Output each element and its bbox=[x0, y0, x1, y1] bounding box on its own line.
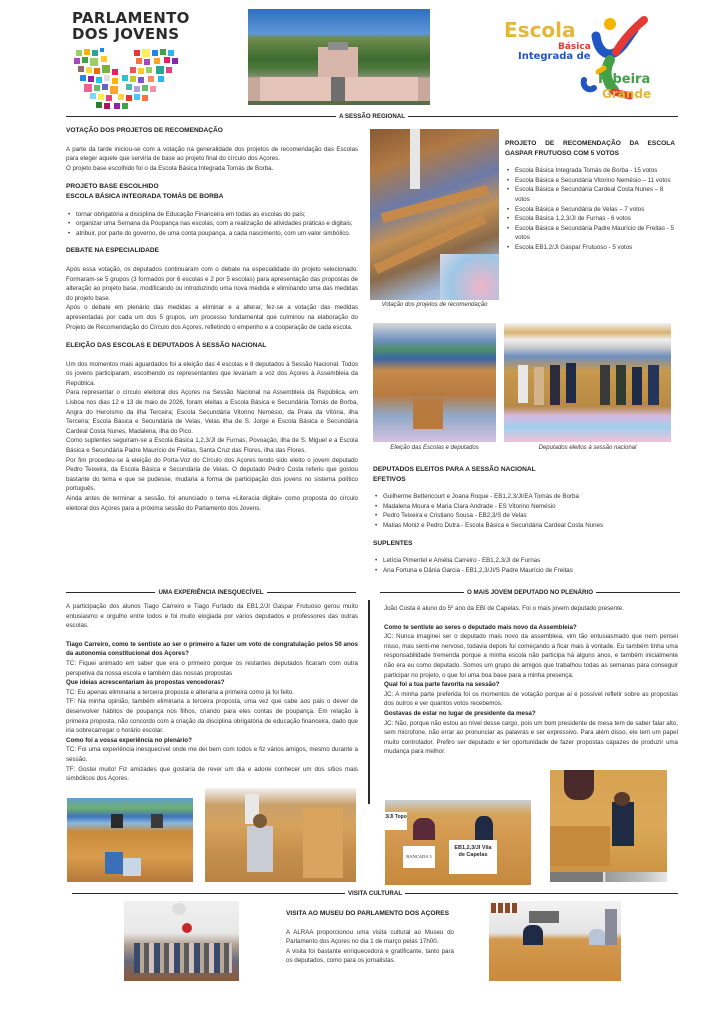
election-photo-caption: Eleição das Escolas e deputados bbox=[390, 445, 479, 451]
museum-group-photo bbox=[124, 901, 239, 981]
question-3: Como foi a vossa experiência no plenário? bbox=[66, 736, 192, 744]
debate-paragraph-1: Após essa votação, os deputados continuaram com o debate na especialidade do projeto selecionado. Formaram-se 5 grupos (3 formados por 6 escolas e 2 por 5 escolas) para apresentação das propostas de alteração ao projeto base, modificando ou introduzindo uma nova medida e eliminando uma das medidas do projeto base. bbox=[66, 265, 358, 302]
election-paragraph-4: Por fim procedeu-se à eleição do Porta-Voz do Círculo dos Açores tendo sido eleito o jovem deputado Pedro Teixeira, da Escola Básica e Secundária de Velas. O deputado Pedro Costa referiu que gostou bastante do tema e que se pudesse, mudaria a forma de participação dos jovens no sistema político português. bbox=[66, 456, 358, 493]
young-deputy-desk-photo bbox=[385, 800, 531, 885]
answer-1: JC: Nunca imaginei ser o deputado mais novo da assembleia, vim tão entusiasmado que nem pensei nisso, mas senti-me nervoso, todavia depois fui começando a ficar mais à vontade. Eu também tinha uma responsabilidade tremenda porque a minha escola não participa há alguns anos, e também inicialmente não era eu como deputado. Somos um grupo de amigos que trabalhou todas as semanas para conseguir participar no projeto, o que foi uma boa base para a minha presença. bbox=[384, 633, 678, 679]
youngest-intro: João Costa é aluno do 5º ano da EBI de Capelas. Foi o mais jovem deputado presente. bbox=[384, 605, 624, 612]
experience-text-block bbox=[66, 602, 358, 784]
list-item: • Escola Básica Integrada Tomás de Borba - 15 votos bbox=[505, 166, 675, 176]
parliament-building-photo bbox=[248, 9, 430, 105]
answer-1: TC: Fiquei animado em saber que era o primeiro porque os restantes deputados ficaram com outra perspetiva da nossa escola e também das nossas propostas bbox=[66, 659, 358, 677]
question-2: Que ideias acrescentariam às propostas vencedoras? bbox=[66, 679, 225, 687]
logo-word-ribeira: Ribeira bbox=[598, 72, 651, 87]
elected-deputies-photo bbox=[504, 323, 671, 442]
cultural-text-block bbox=[286, 909, 454, 966]
list-item: • Escola Básica e Secundária Padre Maurício de Freitas - 5 votos bbox=[505, 224, 675, 243]
desk-sign-vila-capelas: EB1,2,3/JI Vila de Capelas bbox=[449, 840, 497, 874]
voting-paragraph-1: A parte da tarde iniciou-se com a votação na generalidade dos projetos de recomendação das Escolas para eleger aquele que serviria de base ao projeto final do círculo dos Açores. bbox=[66, 145, 358, 163]
parlamento-jovens-logo bbox=[72, 10, 192, 110]
list-item: • Escola Básica e Secundária Vitorino Nemésio – 11 votos bbox=[505, 176, 675, 186]
section-title-youngest: O MAIS JOVEM DEPUTADO NO PLENÁRIO bbox=[466, 589, 594, 596]
deputies-photo-caption: Deputados eleitos à sessão nacional bbox=[538, 445, 637, 451]
list-item: • Escola Básica e Secundária Cardeal Costa Nunes – 8 votos bbox=[505, 185, 675, 204]
election-paragraph-3: Como suplentes seguiram-se a Escola Básica 1,2,3/JI de Furnas, Povoação, ilha de S. Miguel e a Escola Básica e Secundária Padre Maurício de Freitas, Santa Cruz das Flores, ilha das Flores. bbox=[66, 437, 358, 455]
gaspar-project-block bbox=[505, 139, 675, 253]
experience-intro: A participação dos alunos Tiago Carreiro e Tiago Furtado da EB1,2/JI Gaspar Frutuoso gerou muito entusiasmo e orgulho entre todos e foi muito elogiada por vários deputados e professores das outras escolas. bbox=[66, 603, 358, 630]
effective-deputies-list bbox=[373, 492, 678, 530]
base-project-school: ESCOLA BÁSICA INTEGRADA TOMÁS DE BORBA bbox=[66, 192, 224, 200]
list-item: • Guilherme Bettencourt e Joana Roque - EB1,2,3/JI/EA Tomás de Borba bbox=[373, 492, 678, 502]
section-divider-cultural bbox=[72, 890, 678, 897]
question-1: Tiago Carreiro, como te sentiste ao ser o primeiro a fazer um voto de congratulação pelos 50 anos da autonomia constitucional dos Açores? bbox=[66, 640, 358, 658]
logo-word-integrada: Integrada de bbox=[518, 51, 591, 62]
cultural-paragraph-1: A ALRAA proporcionou uma visita cultural ao Museu do Parlamento dos Açores no dia 1 de março pelas 17h00. bbox=[286, 928, 454, 946]
colored-squares-heart-icon bbox=[74, 48, 184, 110]
young-deputy-podium-photo bbox=[550, 770, 667, 882]
list-item: • Matias Moniz e Pedro Dutra - Escola Básica e Secundária Cardeal Costa Nunes bbox=[373, 521, 678, 531]
list-item: • atribuir, por parte do governo, de uma conta poupança, a cada nascimento, com um valor simbólico. bbox=[66, 229, 358, 239]
voting-photo-caption: Votação dos projetos de recomendação bbox=[381, 302, 488, 308]
escola-ribeira-grande-logo bbox=[498, 10, 658, 106]
answer-2-tf: TF: Na minha opinião, também eliminaria a terceira proposta, uma vez que cabe aos pais o dever de desenvolver hábitos de poupança nos filhos, criando para eles contas de poupança. Em relação à primeira proposta, não concordo com a criação da disciplina obrigatória de educação financeira, dado que iria sobrecarregar o horário escolar. bbox=[66, 698, 358, 735]
answer-3-tc: TC: Foi uma experiência inesquecível onde me dei bem com todos e fiz vários amigos, mesmo durante a sessão. bbox=[66, 746, 358, 763]
voting-paragraph-2: O projeto base escolhido foi o da Escola Básica Integrada Tomás de Borba. bbox=[66, 164, 274, 172]
logo-title-line2: DOS JOVENS bbox=[72, 25, 180, 43]
substitutes-title: SUPLENTES bbox=[373, 539, 413, 547]
question-2: Qual foi a tua parte favorita na sessão? bbox=[384, 681, 500, 689]
election-hall-photo bbox=[373, 323, 496, 442]
votes-list bbox=[505, 166, 675, 252]
cultural-paragraph-2: A visita foi bastante enriquecedora e gratificante, tanto para os deputados, como para os jornalistas. bbox=[286, 947, 454, 965]
youngest-text-block bbox=[384, 604, 678, 757]
list-item: • Madalena Moura e Maria Clara Andrade - ES Vitorino Nemésio bbox=[373, 502, 678, 512]
elected-deputies-block bbox=[373, 465, 678, 575]
section-divider-regional bbox=[66, 113, 678, 120]
list-item: • Pedro Teixeira e Cristiano Sousa - EB2,3/S de Velas bbox=[373, 511, 678, 521]
logo-word-escola: Escola bbox=[504, 18, 576, 42]
section-title-regional: A SESSÃO REGIONAL bbox=[338, 113, 406, 120]
list-item: • Escola Básica e Secundária de Velas – 7 votos bbox=[505, 205, 675, 215]
list-item: • Letícia Pimentel e Amélia Carreiro - EB1,2,3/JI de Furnas bbox=[373, 556, 678, 566]
question-1: Como te sentiste ao seres o deputado mais novo da Assembleia? bbox=[384, 623, 577, 631]
election-paragraph-1: Um dos momentos mais aguardados foi a eleição das 4 escolas e 8 deputados à Sessão Nacional. Todos os jovens participaram, escolhendo os representantes que levariam a voz dos Açores à Assembleia da República. bbox=[66, 360, 358, 387]
list-item: • Escola Básica 1,2,3/JI de Furnas - 6 votos bbox=[505, 214, 675, 224]
section-divider-experience bbox=[66, 589, 356, 596]
desk-sign-topo: 3/JI Topo bbox=[385, 812, 407, 830]
logo-word-basica: Básica bbox=[558, 42, 591, 52]
gaspar-project-title: PROJETO DE RECOMENDAÇÃO DA ESCOLA GASPAR FRUTUOSO COM 5 VOTOS bbox=[505, 140, 675, 157]
debate-title: DEBATE NA ESPECIALIDADE bbox=[66, 247, 160, 255]
cultural-title: VISITA AO MUSEU DO PARLAMENTO DOS AÇORES bbox=[286, 910, 450, 917]
answer-3-tf: TF: Gostei muito! Fiz amizades que gostaria de rever um dia e adorei conhecer um dos sítios mais simbólicos dos Açores. bbox=[66, 765, 358, 783]
desk-sign-bancada: BANCADA 3 bbox=[403, 846, 435, 868]
election-title: ELEIÇÃO DAS ESCOLAS E DEPUTADOS À SESSÃO NACIONAL bbox=[66, 342, 267, 350]
students-at-podium-photo bbox=[67, 798, 193, 882]
answer-2-tc: TC: Eu apenas eliminaria a terceira proposta e alteraria a primeira como já foi feito. bbox=[66, 688, 295, 696]
base-project-title: PROJETO BASE ESCOLHIDO bbox=[66, 183, 159, 191]
section-title-experience: UMA EXPERIÊNCIA INESQUECÍVEL bbox=[158, 589, 264, 596]
question-3: Gostavas de estar no lugar de presidente da mesa? bbox=[384, 709, 536, 717]
list-item: • tornar obrigatória a disciplina de Educação Financeira em todas as escolas do país; bbox=[66, 210, 358, 220]
election-paragraph-5: Ainda antes de terminar a sessão, foi anunciado o tema «Literacia digital» como proposta do círculo eleitoral dos Açores para a próxima sessão do Parlamento dos Jovens. bbox=[66, 495, 358, 512]
logo-word-grande: Grande bbox=[602, 87, 652, 101]
answer-3: JC: Não, porque não estou ao nível desse cargo, pois um bom presidente de mesa tem de saber falar alto, sem microfone, não errar ao pronunciar as palavras e ser expressivo. Para além disso, ele tem um papel muito controlador. Prefiro ser deputado e ter oportunidade de fazer propostas capazes de produzir uma mudança para melhor. bbox=[384, 719, 678, 756]
voting-session-photo bbox=[370, 129, 499, 300]
base-project-measures-list bbox=[66, 210, 358, 239]
debate-paragraph-2: Após o debate em plenário das medidas a eliminar e a alterar, fez-se a votação das medidas apresentadas por cada um dos 5 grupos, um processo fundamental que culminou na elaboração do Projeto de Recomendação do Círculo dos Açores, refletindo o empenho e a cooperação de cada escola. bbox=[66, 304, 358, 331]
list-item: • Ana Fortuna e Dânia Garcia - EB1,2,3/JI/S Padre Maurício de Freitas bbox=[373, 566, 678, 576]
list-item: • organizar uma Semana da Poupança nas escolas, com a realização de atividades práticas e digitais; bbox=[66, 219, 358, 229]
logo-title-line1: PARLAMENTO bbox=[72, 9, 190, 27]
column-divider bbox=[368, 600, 370, 804]
regional-left-column bbox=[66, 126, 358, 513]
answer-2: JC: A minha parte preferida foi os momentos de votação porque aí é possível refletir sobre as propostas dos outros e ver quantos votos recebemos. bbox=[384, 690, 678, 708]
list-item: • Escola EB1,2/JI Gaspar Frutuoso - 5 votos bbox=[505, 243, 675, 253]
voting-title: VOTAÇÃO DOS PROJETOS DE RECOMENDAÇÃO bbox=[66, 127, 223, 134]
effective-title: EFETIVOS bbox=[373, 475, 406, 483]
section-divider-youngest bbox=[380, 589, 680, 596]
elected-title: DEPUTADOS ELEITOS PARA A SESSÃO NACIONAL bbox=[373, 466, 536, 473]
section-title-cultural: VISITA CULTURAL bbox=[347, 890, 403, 897]
substitutes-list bbox=[373, 556, 678, 575]
student-speaking-photo bbox=[205, 788, 356, 882]
election-paragraph-2: Para representar o círculo eleitoral dos Açores na Sessão Nacional na Assembleia da República, em Lisboa nos dias 12 e 13 de maio de 2026, foram eleitas a Escola Básica e Secundária Tomás de Borba, Angra do Heroísmo da ilha Terceira; Escola Secundária Vitorino Nemésio, da Praia da Vitória, ilha Terceira; Escola Básica e Secundária de Velas, Velas ilha de S. Jorge e Escola Básica e Secundária Cardeal Costa Nunes, Madalena, ilha do Pico. bbox=[66, 389, 358, 435]
museum-desks-photo bbox=[489, 901, 621, 981]
